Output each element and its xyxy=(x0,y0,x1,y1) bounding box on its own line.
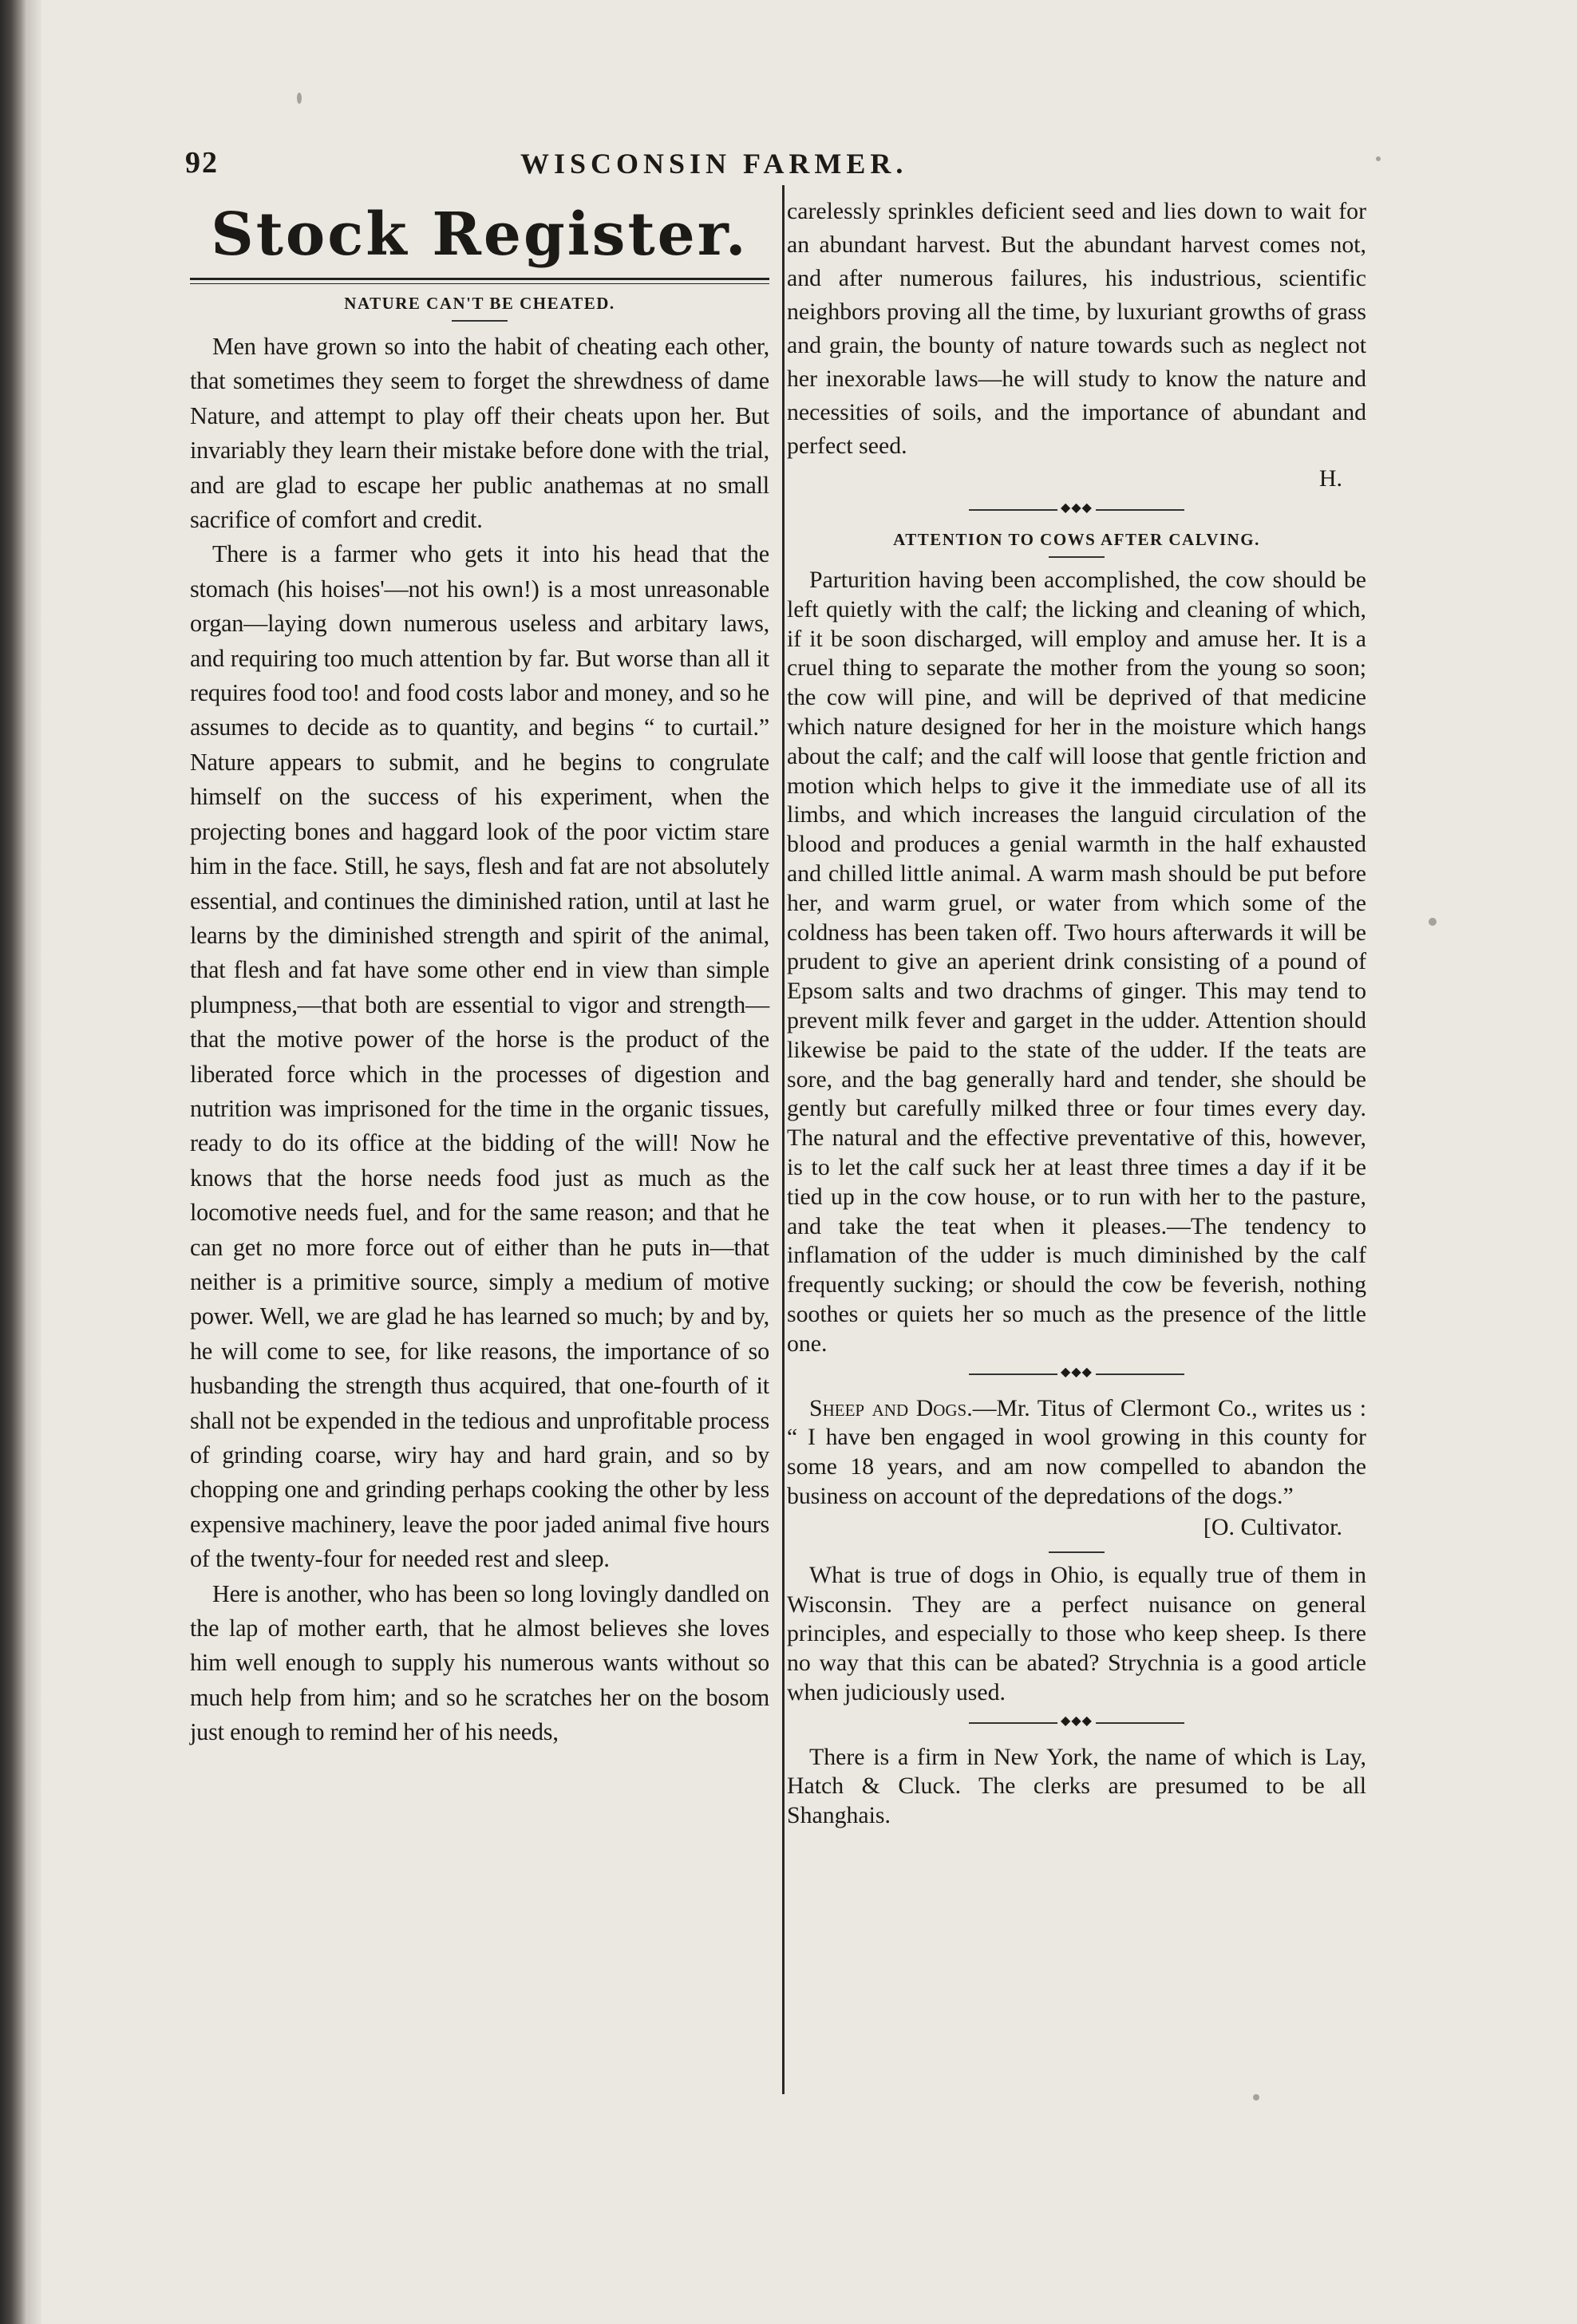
running-head: WISCONSIN FARMER. xyxy=(520,148,908,180)
paragraph: Parturition having been accomplished, the cow should be left quietly with the calf; the licking and cleaning of which, if it be soon discharged, will employ and amuse her. It is a cruel thing to separate the mother from the young so soon; the cow will pine, and will be deprived of that medicine which nature designed for her in the moisture which hangs about the calf; and the calf will loose that gentle friction and motion which helps to give it the immediate use of all its limbs, and which increases the languid circulation of the blood and produces a genial warmth in the half exhausted and chilled little animal. A warm mash should be put before her, and warm gruel, or water from which some of the coldness has been taken off. Two hours afterwards it will be prudent to give an aperient drink consisting of a pound of Epsom salts and two drachms of ginger. This may tend to prevent milk fever and garget in the udder. Attention should likewise be paid to the state of the udder. If the teats are sore, and the bag generally hard and tender, she should be gently but carefully milked three or four times every day. The natural and the effective preventative of this, however, is to let the calf suck her at least three times a day if it be tied up in the cow house, or to run with her to the pasture, and take the teat when it pleases.—The tendency to inflamation of the udder is much diminished by the calf frequently sucking; or should the cow be feverish, nothing soothes or quiets her so much as the presence of the little one. xyxy=(787,567,1366,1357)
article-title-cows: ATTENTION TO COWS AFTER CALVING. xyxy=(893,530,1260,549)
continuation-paragraph: carelessly sprinkles deficient seed and lies down to wait for an abundant harvest. But the abundant harvest comes not, and after numerous failures, his industrious, scientific neighbors proving all the time, by luxuriant growths of grass and grain, the bounty of nature towards such as neglect not her inexorable laws—he will study to know the nature and necessities of soils, and the importance of abundant and perfect seed. xyxy=(787,198,1366,459)
left-column xyxy=(190,192,769,1750)
ornament-rule xyxy=(969,501,1184,517)
ornament-rule xyxy=(969,1365,1184,1381)
ornament-rule xyxy=(969,1713,1184,1730)
title-rule xyxy=(1049,556,1105,558)
scan-speck xyxy=(297,93,302,104)
ornament-icon: ◆◆◆ xyxy=(1057,500,1096,516)
paragraph: There is a farmer who gets it into his head that the stomach (his hoises'—not his own!) is a most unreasonable organ—laying down numerous useless and arbitary laws, and requiring too much attention by far. But worse than all it requires food too! and food costs labor and money, and so he assumes to decide as to quantity, and begins “ to curtail.” Nature appears to submit, and he begins to congrulate himself on the success of his experiment, when the projecting bones and haggard look of the poor victim stare him in the face. Still, he says, flesh and fat are not absolutely essential, and continues the diminished ration, until at last he learns by the diminished strength and spirit of the animal, that flesh and fat have some other end in view than simple plumpness,—that both are essential to vigor and strength—that the motive power of the horse is the product of the liberated force which in the processes of digestion and nutrition was imprisoned for the time in the organic tissues, ready to do its office at the bidding of the will! Now he knows that the horse needs food just as much as the locomotive needs fuel, and for the same reason; and that he can get no more force out of either than he puts in—that neither is a primitive source, simply a medium of motive power. Well, we are glad he has learned so much; by and by, he will come to see, for like reasons, the importance of so husbanding the strength thus acquired, that one-fourth of it shall not be expended in the tedious and unprofitable process of grinding coarse, wiry hay and hard grain, and so by chopping one and grinding perhaps cooking the other by less expensive machinery, leave the poor jaded animal five hours of the twenty-four for needed rest and sleep. xyxy=(190,540,769,1573)
signature: H. xyxy=(1318,465,1342,492)
column-divider xyxy=(782,185,785,2094)
page-header xyxy=(185,145,1374,193)
paragraph xyxy=(787,1394,1366,1512)
scan-speck xyxy=(1376,156,1381,161)
title-rule xyxy=(452,320,508,322)
page-number: 92 xyxy=(185,146,219,180)
ornament-icon: ◆◆◆ xyxy=(1057,1713,1096,1729)
scan-speck xyxy=(1429,918,1437,926)
paragraph: Men have grown so into the habit of cheating each other, that sometimes they seem to forget the shrewdness of dame Nature, and attempt to play off their cheats upon her. But invariably they learn their mistake before done with the trial, and are glad to escape her public anathemas at no small sacrifice of comfort and credit. xyxy=(190,333,769,534)
section-title: Stock Register. xyxy=(211,200,749,269)
source-credit: [O. Cultivator. xyxy=(1203,1513,1342,1540)
paragraph: There is a firm in New York, the name of which is Lay, Hatch & Cluck. The clerks are presumed to be all Shanghais. xyxy=(787,1743,1366,1829)
paragraph: What is true of dogs in Ohio, is equally true of them in Wisconsin. They are a perfect nuisance on general principles, and especially to those who keep sheep. Is there no way that this can be abated? Strychnia is a good article when judiciously used. xyxy=(787,1561,1366,1705)
section-title-rule xyxy=(190,278,769,284)
paragraph: Here is another, who has been so long lovingly dandled on the lap of mother earth, that he almost believes she loves him well enough to supply his numerous wants without so much help from him; and so he scratches her on the bosom just enough to remind her of his needs, xyxy=(190,1579,769,1746)
sheep-text: —Mr. Titus of Clermont Co., writes us : “ I have ben engaged in wool growing in this county for some 18 years, and am now compelled to abandon the business on account of the depredations of the dogs.” xyxy=(787,1394,1366,1509)
page-binding-shadow xyxy=(27,0,42,2324)
ornament-icon: ◆◆◆ xyxy=(1057,1364,1096,1380)
scan-speck xyxy=(1253,2094,1259,2101)
article-title-nature: NATURE CAN'T BE CHEATED. xyxy=(344,294,615,313)
sheep-lead: Sheep and Dogs. xyxy=(809,1394,973,1421)
right-column xyxy=(787,195,1366,1831)
title-rule xyxy=(1049,1551,1105,1553)
page-binding-edge xyxy=(0,0,27,2324)
